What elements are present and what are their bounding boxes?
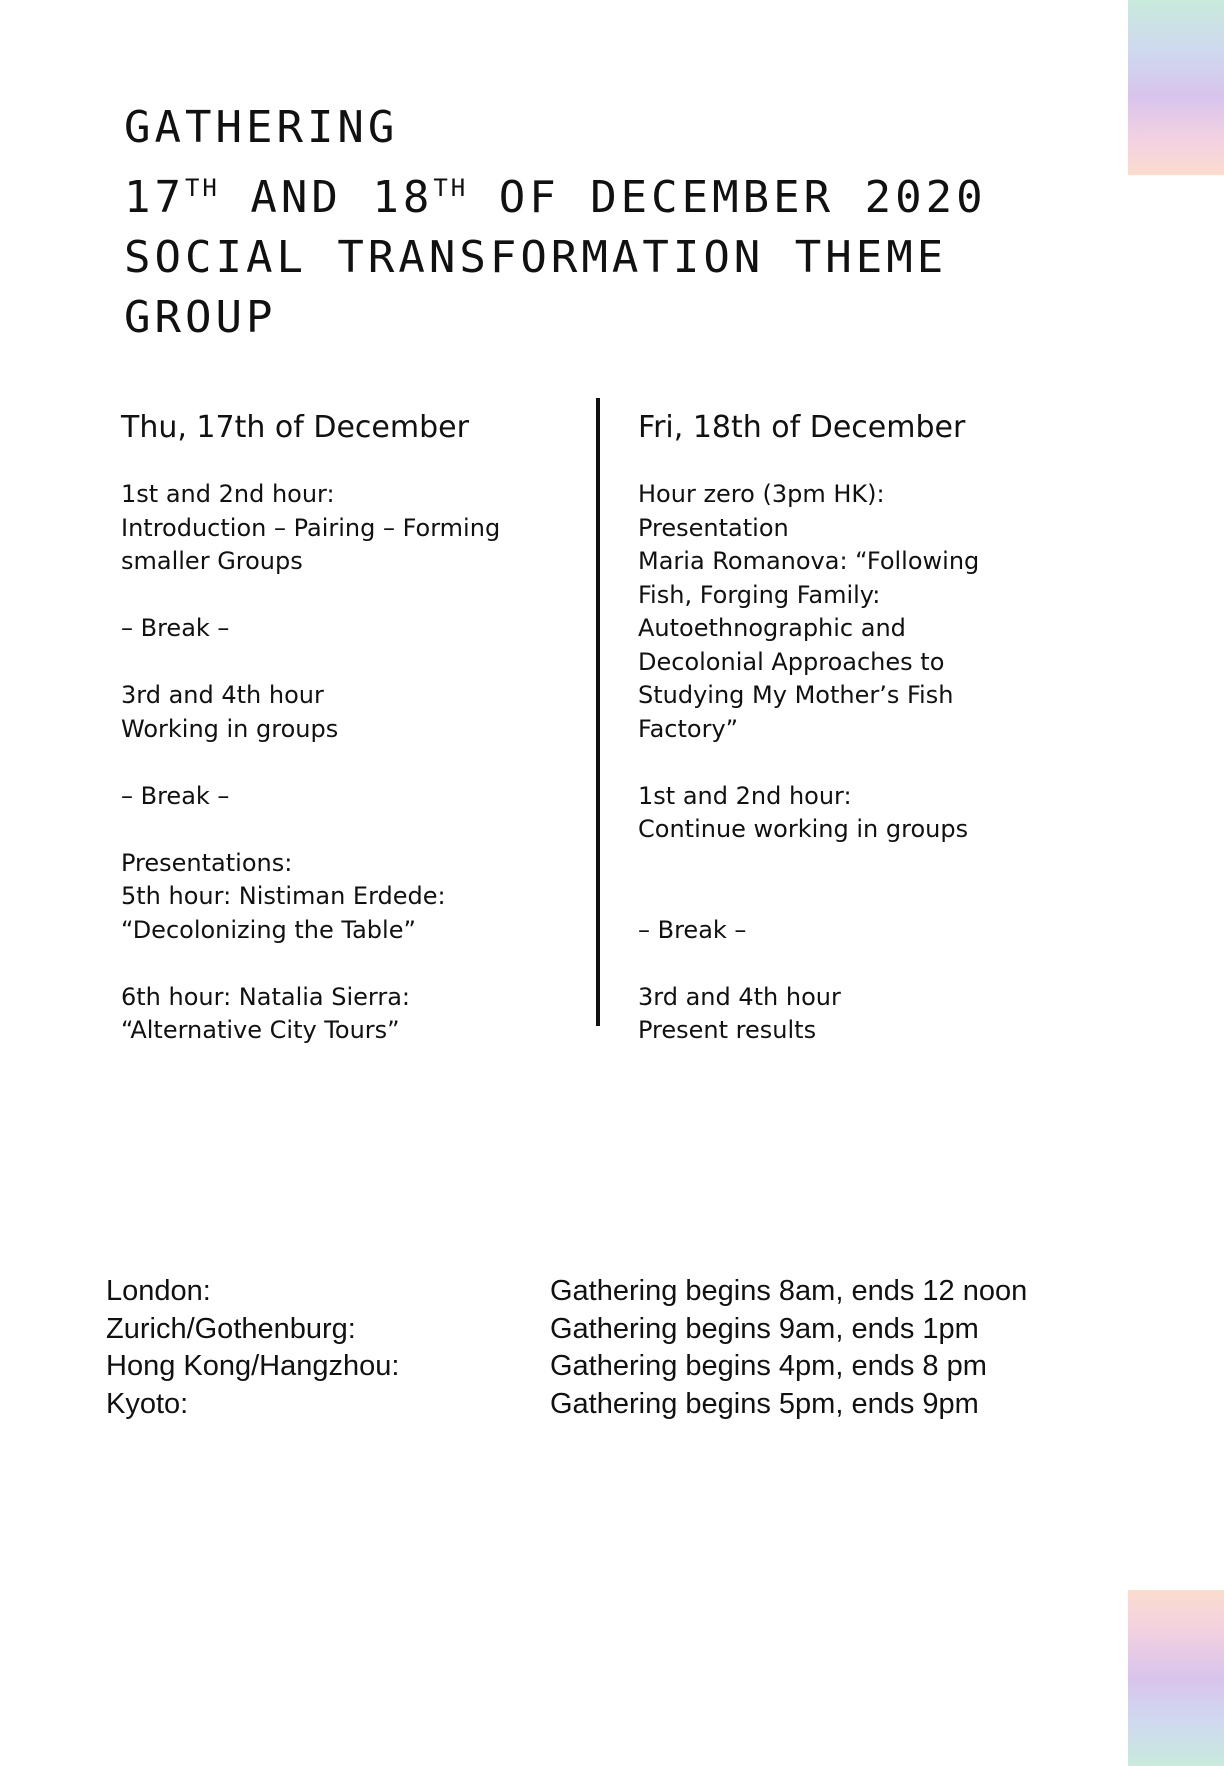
schedule-line: – Break – bbox=[121, 614, 230, 642]
thursday-schedule bbox=[121, 408, 581, 1048]
column-divider bbox=[596, 398, 600, 1026]
schedule-line: Introduction – Pairing – Forming bbox=[121, 513, 501, 542]
schedule-line: 1st and 2nd hour: bbox=[121, 480, 335, 508]
schedule-line: Factory” bbox=[638, 714, 739, 743]
page-title bbox=[124, 98, 987, 348]
title-line-1: GATHERING bbox=[124, 102, 399, 153]
schedule-line: Studying My Mother’s Fish bbox=[638, 681, 954, 709]
timezone-time: Gathering begins 5pm, ends 9pm bbox=[550, 1387, 979, 1420]
friday-program bbox=[638, 478, 1058, 1048]
thursday-program bbox=[121, 478, 581, 1048]
schedule-spacer bbox=[121, 646, 581, 680]
schedule-line: 3rd and 4th hour bbox=[121, 681, 324, 709]
schedule-spacer bbox=[638, 880, 1058, 914]
schedule-line: – Break – bbox=[638, 915, 747, 944]
schedule-line: Present results bbox=[638, 1016, 817, 1044]
timezone-times bbox=[550, 1273, 1027, 1423]
schedule-line: 3rd and 4th hour bbox=[638, 982, 841, 1011]
schedule-line: Presentation bbox=[638, 513, 789, 542]
schedule-line: “Decolonizing the Table” bbox=[121, 915, 416, 944]
schedule-line: “Alternative City Tours” bbox=[121, 1016, 400, 1044]
decorative-gradient-bottom bbox=[1128, 1590, 1224, 1766]
schedule-spacer bbox=[638, 746, 1058, 780]
schedule-spacer bbox=[121, 813, 581, 847]
thursday-heading: Thu, 17th of December bbox=[121, 410, 469, 445]
timezone-city: Kyoto: bbox=[106, 1387, 189, 1420]
schedule-line: 1st and 2nd hour: bbox=[638, 781, 852, 810]
timezone-time: Gathering begins 4pm, ends 8 pm bbox=[550, 1350, 987, 1382]
timezone-city: Zurich/Gothenburg: bbox=[106, 1312, 356, 1345]
title-line-3: SOCIAL TRANSFORMATION THEME bbox=[124, 232, 948, 283]
schedule-line: Autoethnographic and bbox=[638, 614, 906, 642]
schedule-spacer bbox=[121, 947, 581, 981]
schedule-spacer bbox=[638, 847, 1058, 881]
title-day-17: 17 bbox=[124, 172, 185, 223]
schedule-line: 5th hour: Nistiman Erdede: bbox=[121, 882, 446, 910]
schedule-line: Hour zero (3pm HK): bbox=[638, 480, 885, 508]
schedule-line: 6th hour: Natalia Sierra: bbox=[121, 982, 411, 1011]
schedule-line: – Break – bbox=[121, 781, 230, 810]
schedule-line: smaller Groups bbox=[121, 547, 303, 575]
friday-heading: Fri, 18th of December bbox=[638, 410, 966, 445]
schedule-line: Continue working in groups bbox=[638, 815, 969, 843]
title-day-18: AND 18 bbox=[219, 172, 434, 223]
timezone-city: Hong Kong/Hangzhou: bbox=[106, 1350, 400, 1382]
schedule-line: Decolonial Approaches to bbox=[638, 647, 945, 676]
title-line-4: GROUP bbox=[124, 292, 277, 343]
timezone-time: Gathering begins 8am, ends 12 noon bbox=[550, 1275, 1028, 1307]
schedule-spacer bbox=[638, 947, 1058, 981]
schedule-line: Working in groups bbox=[121, 714, 339, 743]
timezone-city: London: bbox=[106, 1275, 211, 1307]
timezone-cities bbox=[106, 1273, 399, 1423]
title-line-2 bbox=[124, 158, 987, 228]
title-ordinal-17: TH bbox=[184, 174, 220, 202]
schedule-line: Fish, Forging Family: bbox=[638, 580, 881, 609]
schedule-line: Maria Romanova: “Following bbox=[638, 547, 980, 575]
timezone-time: Gathering begins 9am, ends 1pm bbox=[550, 1312, 979, 1345]
schedule-line: Presentations: bbox=[121, 848, 293, 877]
title-ordinal-18: TH bbox=[433, 174, 469, 202]
title-month-year: OF DECEMBER 2020 bbox=[468, 172, 987, 223]
schedule-spacer bbox=[121, 579, 581, 613]
schedule-spacer bbox=[121, 746, 581, 780]
friday-schedule bbox=[638, 408, 1058, 1048]
decorative-gradient-top bbox=[1128, 0, 1224, 175]
